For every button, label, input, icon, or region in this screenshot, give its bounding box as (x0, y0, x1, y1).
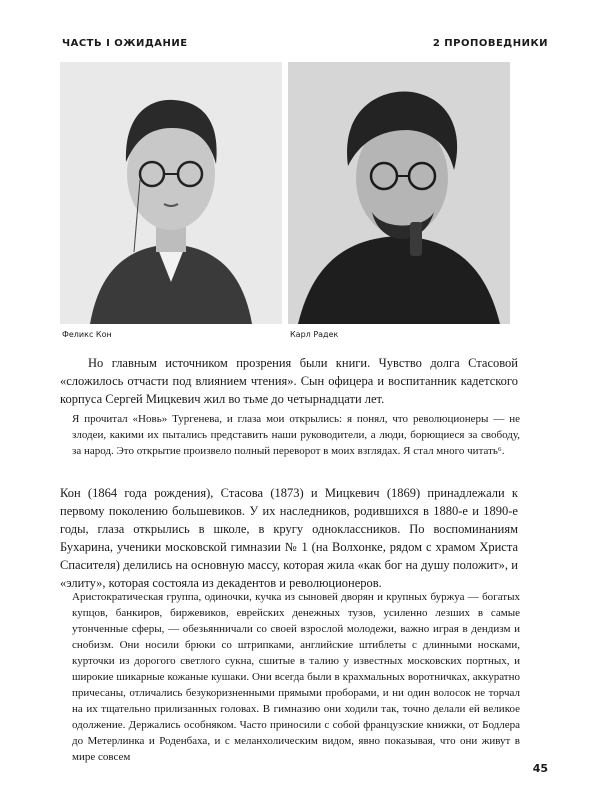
block-quote: Аристократическая группа, одиночки, кучка из сыновей дворян и крупных буржуа — богатых купцов, банкиров, биржевиков, еврейских денежных тузов, усиленно лезших в самые утонченные сферы, — обезьянничали со своей взрослой молодежи, важно играя в дендизм и снобизм. Они носили брюки со штрипками, английские штиблеты с длинными носками, курточки из дорогого светлого сукна, сшитые в талию у известных московских портных, и широкие шикарные кожаные кушаки. Они всегда были в крахмальных воротничках, аккуратно причесаны, отличались безукоризненными прямыми проборами, и ни один волосок не торчал на их тщательно прилизанных головах. В гимназию они ходили так, точно делали ей великое одолжение. Держались особняком. Часто приносили с собой французские книжки, от Бодлера до Метерлинка и Роденбаха, и с меланхолическим видом, явно показывая, что они живут в мире совсем (72, 591, 520, 763)
portrait-photo-icon (288, 62, 510, 324)
page-number: 45 (532, 762, 548, 775)
portrait-photo-radek (288, 62, 510, 324)
photo-caption: Феликс Кон (62, 330, 112, 339)
portrait-photo-icon (60, 62, 282, 324)
body-paragraph: Кон (1864 года рождения), Стасова (1873) и Мицкевич (1869) принадлежали к первому поколению большевиков. У их наследников, родившихся в 1880-е и 1890-е годы, глаза открылись в школе, в кругу одноклассников. По воспоминаниям Бухарина, ученики московской гимназии № 1 (на Волхонке, рядом с храмом Христа Спасителя) делились на основную массу, которая жила «как бог на душу положит», и «элиту», которая состояла из декадентов и революционеров. (60, 486, 518, 590)
running-header-part: ЧАСТЬ I ОЖИДАНИЕ (62, 38, 188, 49)
running-header-chapter: 2 ПРОПОВЕДНИКИ (432, 38, 548, 49)
portrait-photo-kon (60, 62, 282, 324)
photo-caption: Карл Радек (290, 330, 339, 339)
body-paragraph: Но главным источником прозрения были книги. Чувство долга Стасовой «сложилось отчасти под влиянием чтения». Сын офицера и воспитанник кадетского корпуса Сергей Мицкевич жил во тьме до четырнадцати лет. (60, 356, 518, 406)
block-quote: Я прочитал «Новь» Тургенева, и глаза мои открылись: я понял, что революционеры — не злодеи, какими их пытались представить наши руководители, а люди, борющиеся за свободу, за народ. Это открытие произвело полный переворот в моих взглядах. Я стал много читать⁶. (72, 413, 520, 457)
